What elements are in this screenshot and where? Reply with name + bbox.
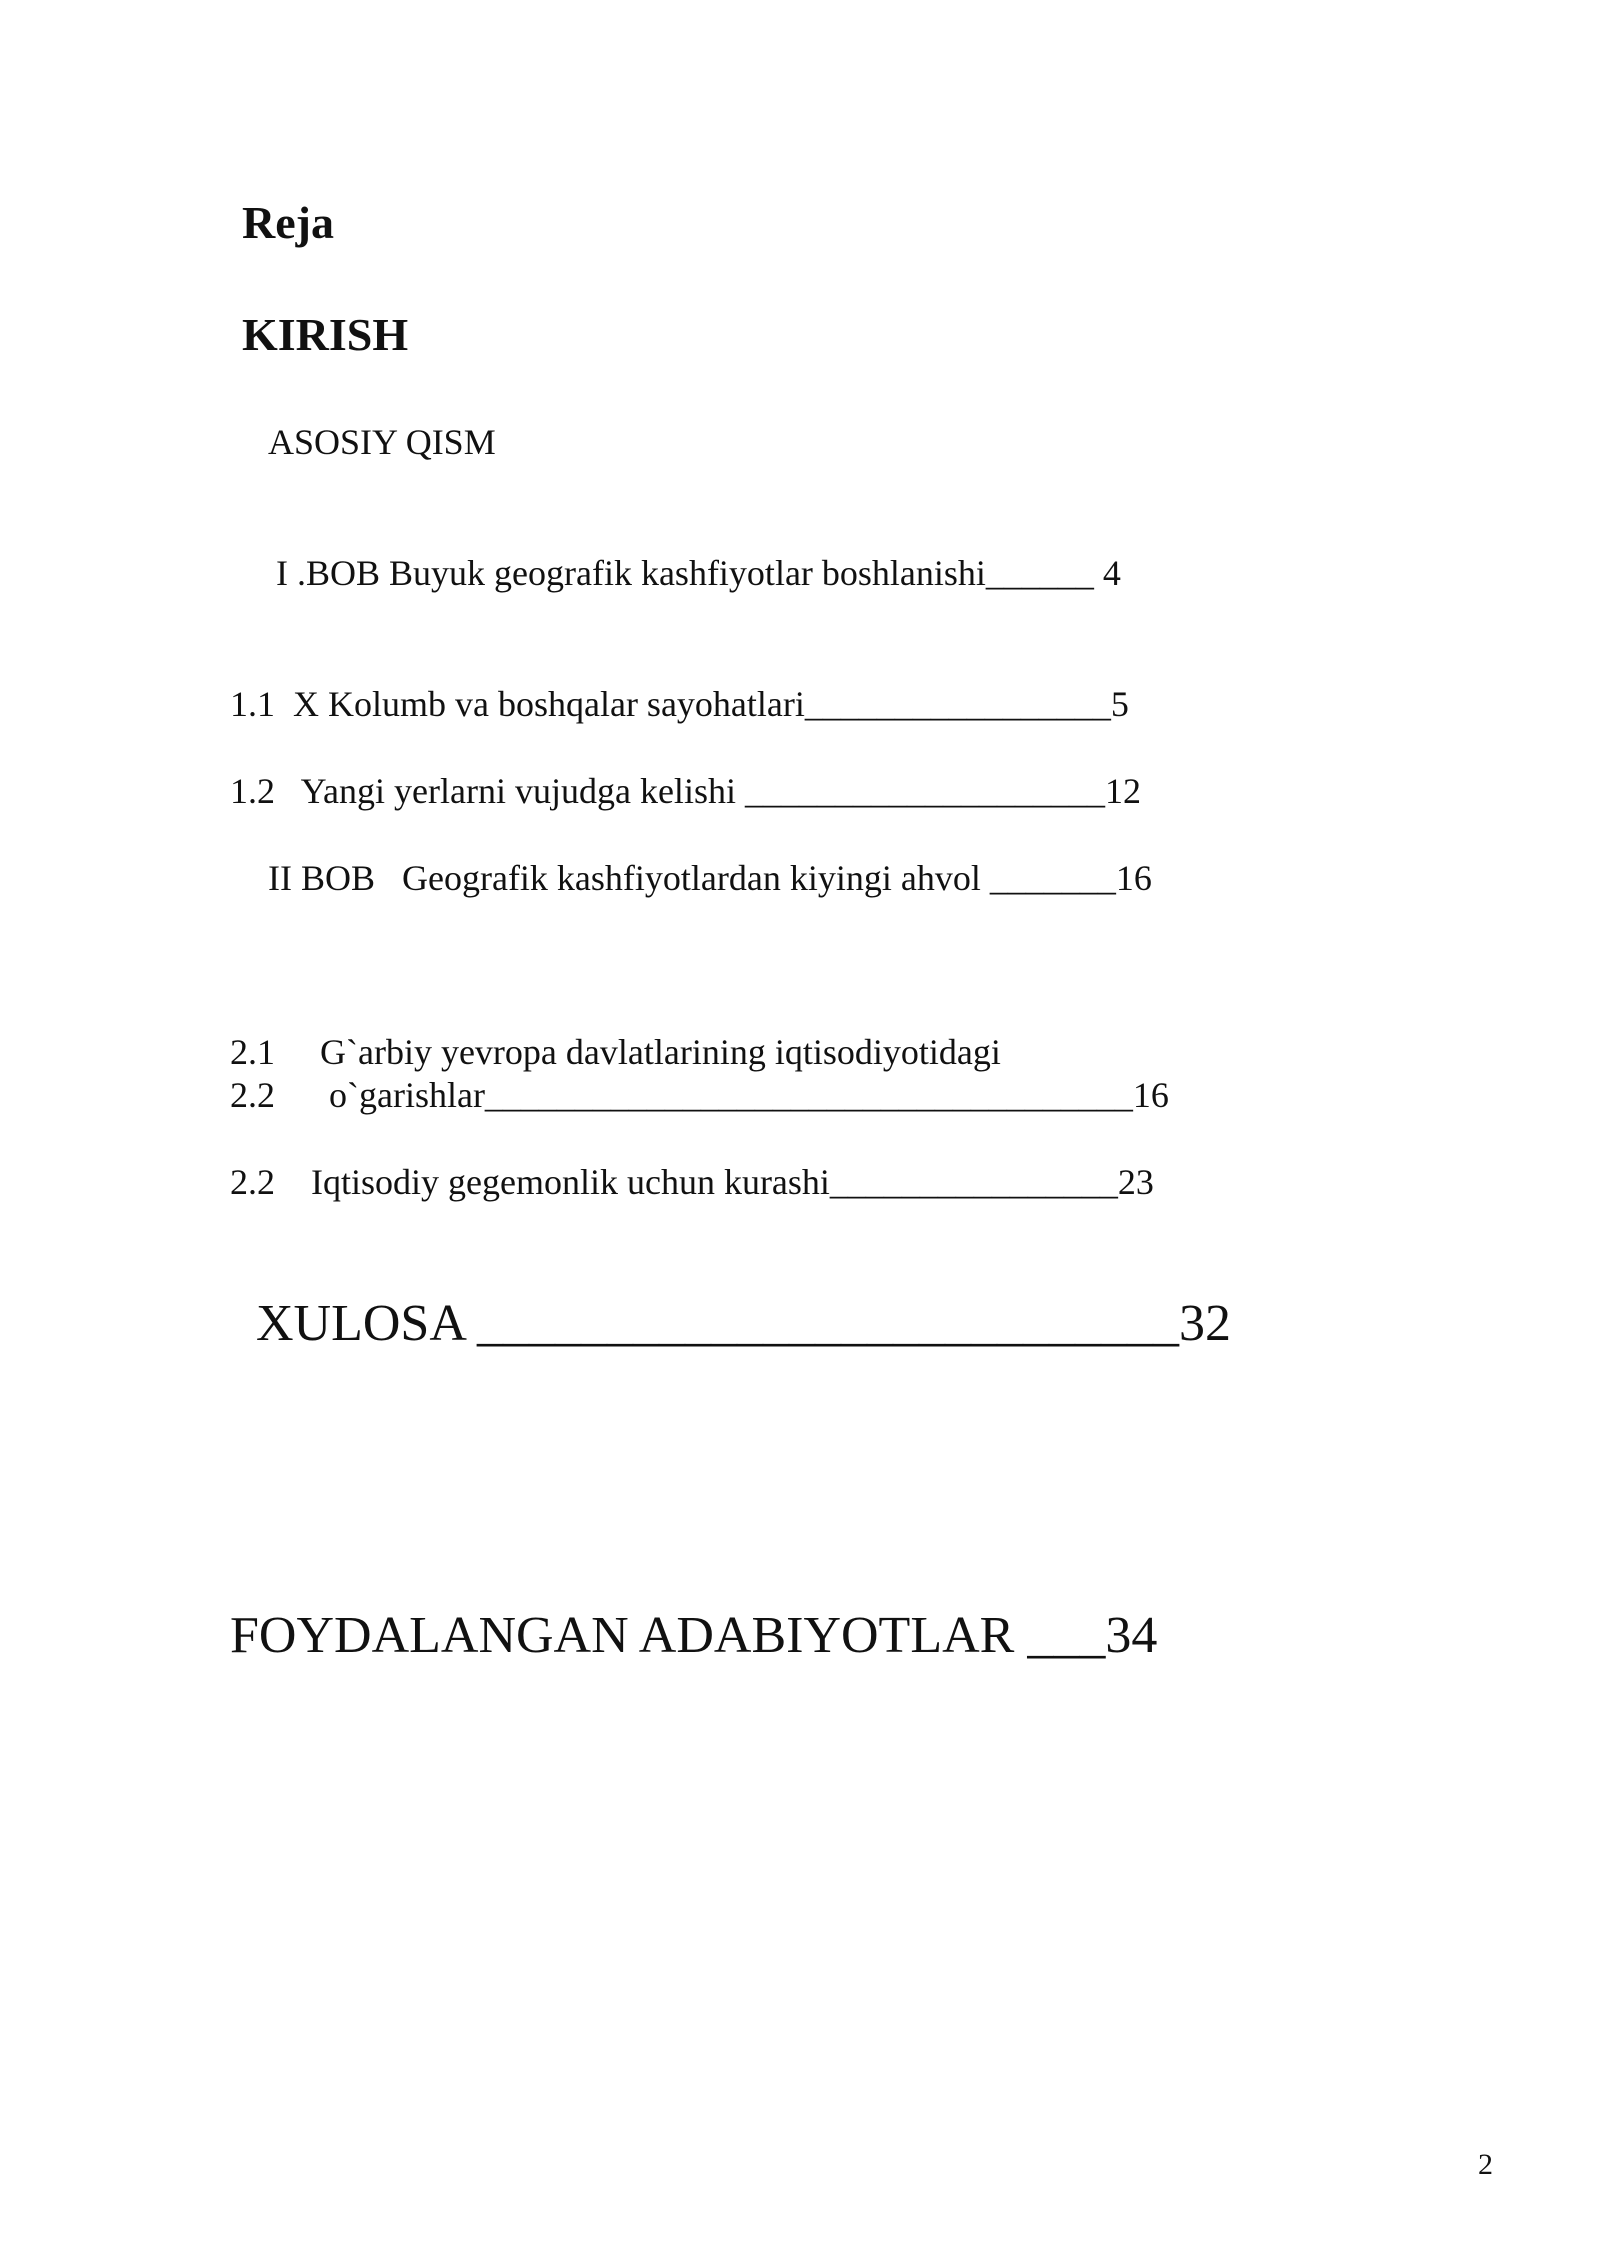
toc-section-2-1-line1: 2.1 G`arbiy yevropa davlatlarining iqtisodiyotidagi	[230, 1032, 1001, 1072]
toc-title: Reja	[242, 197, 334, 248]
toc-chapter-1: I .BOB Buyuk geografik kashfiyotlar boshlanishi______ 4	[276, 553, 1121, 593]
toc-section-2-2: 2.2 Iqtisodiy gegemonlik uchun kurashi________________23	[230, 1162, 1154, 1202]
toc-section-1-2: 1.2 Yangi yerlarni vujudga kelishi ____________________12	[230, 771, 1141, 811]
toc-chapter-2: II BOB Geografik kashfiyotlardan kiyingi ahvol _______16	[268, 858, 1152, 898]
page-number: 2	[1478, 2148, 1493, 2181]
toc-section-1-1: 1.1 X Kolumb va boshqalar sayohatlari_________________5	[230, 684, 1129, 724]
toc-references: FOYDALANGAN ADABIYOTLAR ___34	[230, 1607, 1158, 1664]
toc-conclusion: XULOSA ___________________________32	[256, 1295, 1232, 1352]
toc-kirish: KIRISH	[242, 309, 409, 360]
toc-section-2-1-line2: 2.2 o`garishlar____________________________________16	[230, 1075, 1169, 1115]
toc-main-part: ASOSIY QISM	[268, 422, 496, 462]
